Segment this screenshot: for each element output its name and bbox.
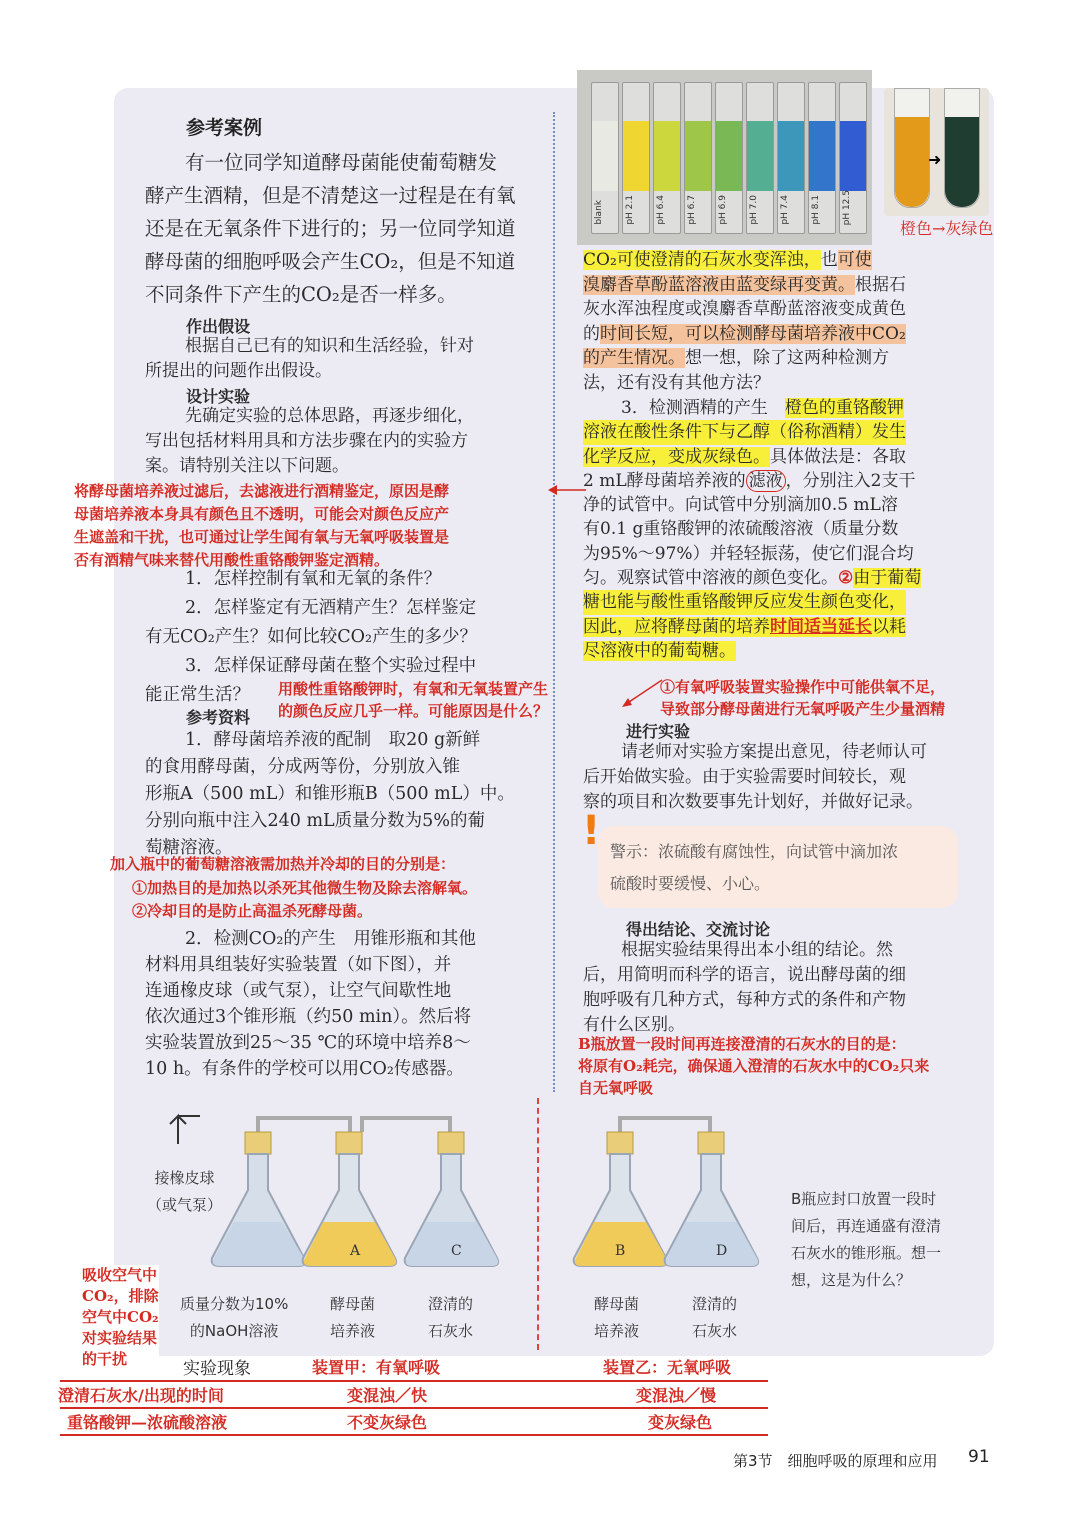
table-rule <box>60 1380 768 1382</box>
test-tube <box>684 82 712 234</box>
row2-anaerobic: 变灰绿色 <box>648 1413 713 1432</box>
row2-label: 重铬酸钾—浓硫酸溶液 <box>67 1413 228 1432</box>
column-divider <box>553 112 555 1092</box>
flask-naoh <box>212 1132 305 1266</box>
tube-ph-label: pH 7.4 <box>780 195 790 225</box>
table-header-aerobic: 装置甲：有氧呼吸 <box>312 1358 441 1377</box>
test-tube <box>777 82 805 234</box>
filtrate-circle: 滤液 <box>746 470 786 492</box>
tube-solution <box>654 121 680 191</box>
conduct-heading: 进行实验 <box>626 722 691 741</box>
tube-right <box>944 88 980 208</box>
table-rule <box>60 1434 768 1436</box>
conclusion-text: 根据实验结果得出本小组的结论。然 后，用简明而科学的语言，说出酵母菌的细 胞呼吸有几种方式，每种方式的条件和产物 有什么区别。 <box>583 940 906 1035</box>
color-change-label: 橙色→灰绿色 <box>900 219 994 238</box>
reference-1-text: 1．酵母菌培养液的配制 取20 g新鲜 的食用酵母菌，分成两等份，分别放入锥 形瓶A（500 mL）和锥形瓶B（500 mL）中。 分别向瓶中注入240 mL质量分数为5%的葡 萄糖溶液。 <box>145 730 515 858</box>
tube-ph-label: blank <box>594 200 604 225</box>
tube-ph-label: pH 6.4 <box>656 195 666 225</box>
tube-solution <box>592 121 618 191</box>
caption-yeast-a: 酵母菌 培养液 <box>330 1295 376 1340</box>
caption-limewater-d: 澄清的 石灰水 <box>692 1295 738 1340</box>
question-list: 1．怎样控制有氧和无氧的条件？ 2．怎样鉴定有无酒精产生？怎样鉴定 有无CO₂产生？如何比较CO₂产生的多少？ 3．怎样保证酵母菌在整个实验过程中 能正常生活？ <box>145 569 478 705</box>
conclusion-heading: 得出结论、交流讨论 <box>626 920 771 939</box>
row2-aerobic: 不变灰绿色 <box>347 1413 428 1432</box>
reference-2-text: 2．检测CO₂的产生 用锥形瓶和其他 材料用具组装好实验装置（如下图），并 连通橡皮球（或气泵），让空气间歇性地 依次通过3个锥形瓶（约50 min）。然后将 实验装置放到25～35 ℃的环境中培养8～ 10 h。有条件的学校可以用CO₂传感器。 <box>145 929 476 1079</box>
reference-material-heading: 参考资料 <box>186 708 251 727</box>
tube-solution <box>747 121 773 191</box>
arrow-right-icon: ➜ <box>928 150 942 169</box>
red-note-oxygen: ①有氧呼吸装置实验操作中可能供氧不足， 导致部分酵母菌进行无氧呼吸产生少量酒精 <box>660 678 946 718</box>
test-tube <box>715 82 743 234</box>
test-tube <box>746 82 774 234</box>
caption-naoh: 质量分数为10% 的NaOH溶液 <box>180 1295 289 1340</box>
red-note-cooling: ②冷却目的是防止高温杀死酵母菌。 <box>132 902 373 920</box>
red-note-bottle-b: B瓶放置一段时间再连接澄清的石灰水的目的是： 将原有O₂耗完，确保通入澄清的石灰水中的CO₂只来 自无氧呼吸 <box>578 1035 930 1097</box>
gray-green-solution <box>945 117 979 207</box>
test-tube <box>808 82 836 234</box>
caption-yeast-b: 酵母菌 培养液 <box>594 1295 640 1340</box>
test-tube <box>591 82 619 234</box>
tube-ph-label: pH 2.1 <box>625 195 635 225</box>
caption-limewater-c: 澄清的 石灰水 <box>428 1295 474 1340</box>
bottle-b-sidenote: B瓶应封口放置一段时 间后，再连通盛有澄清 石灰水的锥形瓶。想一 想，这是为什么？ <box>791 1190 942 1289</box>
co2-detection-text: CO₂可使澄清的石灰水变浑浊，也可使 溴麝香草酚蓝溶液由蓝变绿再变黄。根据石 灰水浑浊程度或溴麝香草酚蓝溶液变成黄色 的时间长短，可以检测酵母菌培养液中CO₂ 的产生情况。想一想，除了这两种检测方 法，还有没有其他方法？ <box>583 250 906 393</box>
tube-solution <box>623 121 649 191</box>
red-note-filtrate: 将酵母菌培养液过滤后，去滤液进行酒精鉴定，原因是酵 母菌培养液本身具有颜色且不透明，可能会对颜色反应产 生遮盖和干扰，也可通过让学生闻有氧与无氧呼吸装置是 否有酒精气味来替代用酸性重铬酸钾鉴定酒精。 <box>74 482 450 569</box>
red-note-naoh: 吸收空气中 CO₂，排除 空气中CO₂ 对实验结果 的干扰 <box>82 1266 159 1368</box>
intro-paragraph: 有一位同学知道酵母菌能使葡萄糖发 酵产生酒精，但是不清楚这一过程是在有氧 还是在无氧条件下进行的；另一位同学知道 酵母菌的细胞呼吸会产生CO₂，但是不知道 不同条件下产生的CO₂是否一样多。 <box>145 151 516 306</box>
red-arrow-left-icon <box>620 676 664 710</box>
warning-icon: ! <box>582 808 601 854</box>
row1-label: 澄清石灰水/出现的时间 <box>58 1386 224 1405</box>
table-header-phenomenon: 实验现象 <box>183 1359 251 1379</box>
orange-solution <box>895 117 929 207</box>
table-header-anaerobic: 装置乙：无氧呼吸 <box>603 1358 732 1377</box>
tube-solution <box>716 121 742 191</box>
test-tube <box>839 82 867 234</box>
tube-solution <box>840 121 866 191</box>
tube-ph-label: pH 8.1 <box>811 195 821 225</box>
warning-text: 警示：浓硫酸有腐蚀性，向试管中滴加浓 硫酸时要缓慢、小心。 <box>610 842 899 893</box>
flask-d <box>665 1132 758 1266</box>
table-rule <box>60 1407 768 1409</box>
tube-ph-label: pH 6.7 <box>687 195 697 225</box>
hypothesis-heading: 作出假设 <box>186 317 251 336</box>
design-text: 先确定实验的总体思路，再逐步细化， 写出包括材料用具和方法步骤在内的实验方 案。请特别关注以下问题。 <box>145 406 474 476</box>
tube-solution <box>685 121 711 191</box>
page-number: 91 <box>968 1447 990 1467</box>
anaerobic-apparatus-figure <box>560 1110 780 1300</box>
air-pump-label: 接橡皮球 （或气泵） <box>147 1169 223 1214</box>
red-arrow-left-icon <box>548 482 588 498</box>
alcohol-detection-text: 3．检测酒精的产生 橙色的重铬酸钾 溶液在酸性条件下与乙醇（俗称酒精）发生 化学反应，变成灰绿色。具体做法是：各取 2 mL酵母菌培养液的 滤液 ，分别注入2支干 净的试管中。向试管中分别滴加0.5 mL溶 有0.1 g重铬酸钾的浓硫酸溶液（质量分数 为95%～97%）并轻轻振荡，使它们混合均 匀。观察试管中溶液的颜色变化。②由于葡萄 糖也能与酸性重铬酸钾反应发生颜色变化， 因此，应将酵母菌的培养时间适当延长以耗 尽溶液中的葡萄糖。 <box>583 398 922 661</box>
design-heading: 设计实验 <box>186 387 251 406</box>
section-footer: 第3节 细胞呼吸的原理和应用 <box>733 1452 938 1470</box>
tube-solution <box>778 121 804 191</box>
row1-aerobic: 变混浊／快 <box>347 1386 428 1405</box>
flask-label-a: A <box>350 1243 361 1259</box>
flask-label-c: C <box>451 1243 462 1259</box>
tube-ph-label: pH 12.5 <box>842 189 852 225</box>
tube-ph-label: pH 6.9 <box>718 195 728 225</box>
row1-anaerobic: 变混浊／慢 <box>636 1386 717 1405</box>
ph-indicator-photo <box>577 70 872 245</box>
red-note-glucose: 加入瓶中的葡萄糖溶液需加热并冷却的目的分别是： <box>110 855 456 873</box>
flask-label-d: D <box>716 1243 728 1259</box>
hypothesis-text: 根据自己已有的知识和生活经验，针对 所提出的问题作出假设。 <box>145 336 474 381</box>
tube-ph-label: pH 7.0 <box>749 195 759 225</box>
tube-solution <box>809 121 835 191</box>
red-question-note: 用酸性重铬酸钾时，有氧和无氧装置产生 的颜色反应几乎一样。可能原因是什么？ <box>278 680 549 720</box>
flask-label-b: B <box>615 1243 626 1259</box>
tube-left <box>894 88 930 208</box>
test-tube <box>653 82 681 234</box>
test-tube <box>622 82 650 234</box>
dichromate-tubes-photo <box>884 88 989 216</box>
conduct-text: 请老师对实验方案提出意见，待老师认可 后开始做实验。由于实验需要时间较长，观 察的项目和次数要事先计划好，并做好记录。 <box>583 742 927 812</box>
reference-case-title: 参考案例 <box>186 117 263 139</box>
red-note-heating: ①加热目的是加热以杀死其他微生物及除去溶解氧。 <box>132 879 478 897</box>
